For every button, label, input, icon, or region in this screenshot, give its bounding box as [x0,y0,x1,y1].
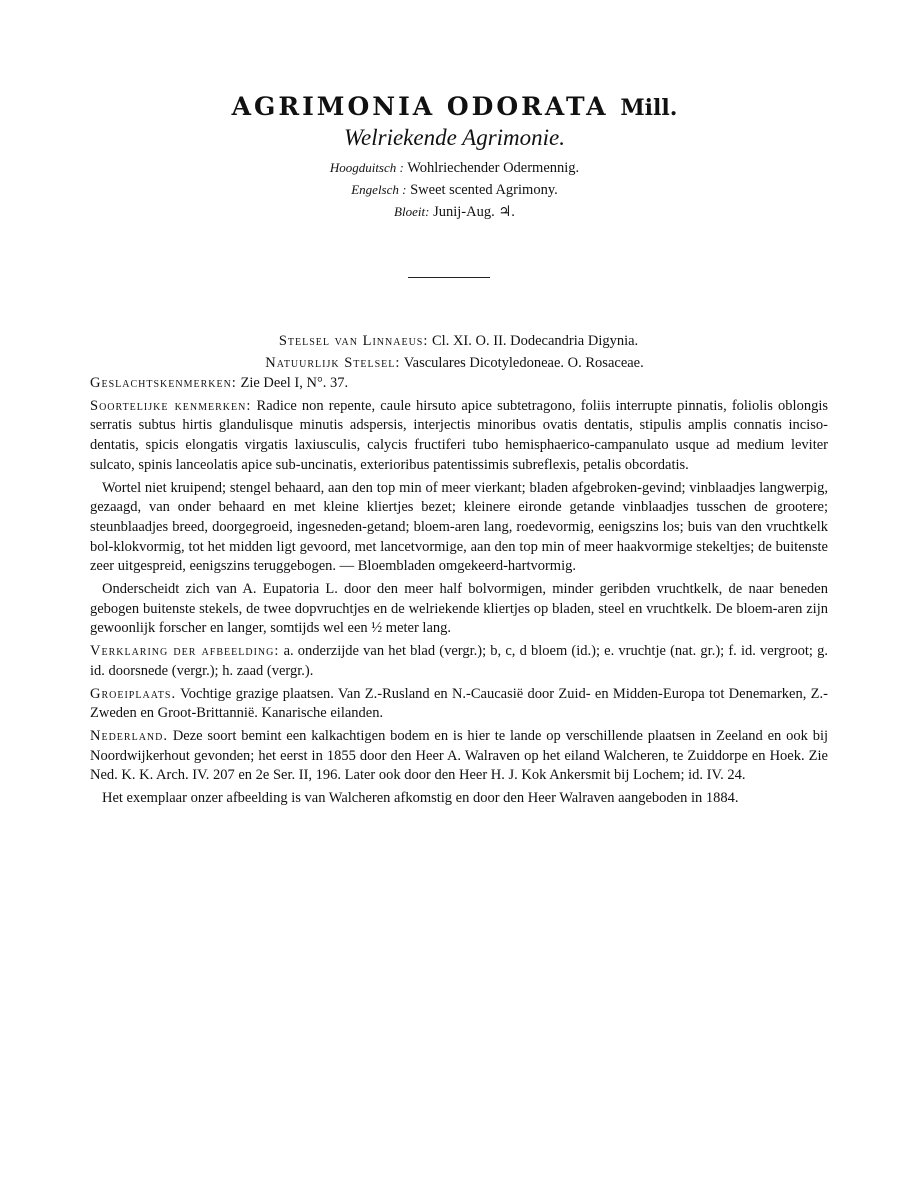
page-title [0,92,909,121]
english-name: Engelsch : Sweet scented Agrimony. [351,182,558,198]
wortel-paragraph: Wortel niet kruipend; stengel behaard, aan den top min of meer vierkant; bladen afgebroken-gevind; vinblaadjes langwerpig, gezaagd, van onder behaard en met kleine kliertjes bezet; kleinere eironde getande vinblaadjes tusschen de grootere; steunblaadjes breed, doorgegroeid, ingesneden-getand; bloem-aren lang, roedevormig, eenigszins los; buis van den vruchtkelk bol-klokvormig, tot het midden ligt gevoord, met lancetvormige, aan den top min of meer haakvormige stekeltjes; de buitenste zeer uitgespreid, eenigszins teruggebogen. — Bloembladen omgekeerd-hartvormig. [90,479,828,575]
title-block [0,92,909,223]
linnaeus-system: Stelsel van Linnaeus: Cl. XI. O. II. Dodecandria Digynia. [278,333,639,349]
genus-characters: Geslachtskenmerken: Zie Deel I, N°. 37. [90,375,349,391]
flowering-period: Bloeit: Junij-Aug. ♃. [394,204,515,220]
specimen-note: Het exemplaar onzer afbeelding is van Walcheren afkomstig en door den Heer Walraven aangeboden in 1884. [102,790,739,807]
german-name: Hoogduitsch : Wohlriechender Odermennig. [329,160,580,176]
title-author: Mill. [620,95,678,121]
natural-system: Natuurlijk Stelsel: Vasculares Dicotyledoneae. O. Rosaceae. [265,355,644,371]
habitat: Groeiplaats. Vochtige grazige plaatsen. Van Z.-Rusland en N.-Caucasië door Zuid- en Midden-Europa tot Denemarken, Z.-Zweden en Groot-Brittannië. Kanarische eilanden. [90,685,828,722]
netherlands-occurrence: Nederland. Deze soort bemint een kalkachtigen bodem en is hier te lande op verschillende plaatsen in Zeeland en ook bij Noordwijkerhout gevonden; het eerst in 1855 door den Heer A. Walraven op het eiland Walcheren, te Zuiddorpe en Hoek. Zie Ned. K. K. Arch. IV. 207 en 2e Ser. II, 196. Later ook door den Heer H. J. Kok Ankersmit bij Lochem; id. IV. 24. [90,727,828,784]
common-names [0,157,909,223]
subtitle: Welriekende Agrimonie. [343,125,565,150]
title-main: AGRIMONIA ODORATA [231,92,609,121]
classification-block [0,330,909,374]
divider-rule [408,277,490,278]
figure-explanation: Verklaring der afbeelding: a. onderzijde van het blad (vergr.); b, c, d bloem (id.); e. vruchtje (nat. gr.); f. id. vergroot; g. id. doorsnede (vergr.); h. zaad (vergr.). [90,643,828,679]
species-characters: Soortelijke kenmerken: Radice non repente, caule hirsuto apice subtetragono, foliis interrupte pinnatis, foliolis oblongis serratis subtus hirtis glandulisque minutis adspersis, interjectis minoribus ovatis dentatis, stipulis amplis connatis inciso-dentatis, spicis elongatis virgatis laxiusculis, calycis fructiferi tubo hemisphaerico-campanulato usque ad medium leviter sulcato, spinis lanceolatis apice sub-uncinatis, exterioribus patentissimis subreflexis, petalis obcordatis. [90,397,828,473]
onderscheidt-paragraph: Onderscheidt zich van A. Eupatoria L. door den meer half bolvormigen, minder geribden vruchtkelk, de naar beneden gebogen buitenste stekels, de twee dopvruchtjes en de welriekende kliertjes op bladen, steel en vruchtkelk. De bloem-aren zijn gewoonlijk forscher en langer, somtijds wel een ½ meter lang. [90,581,828,637]
description-body [90,374,828,812]
